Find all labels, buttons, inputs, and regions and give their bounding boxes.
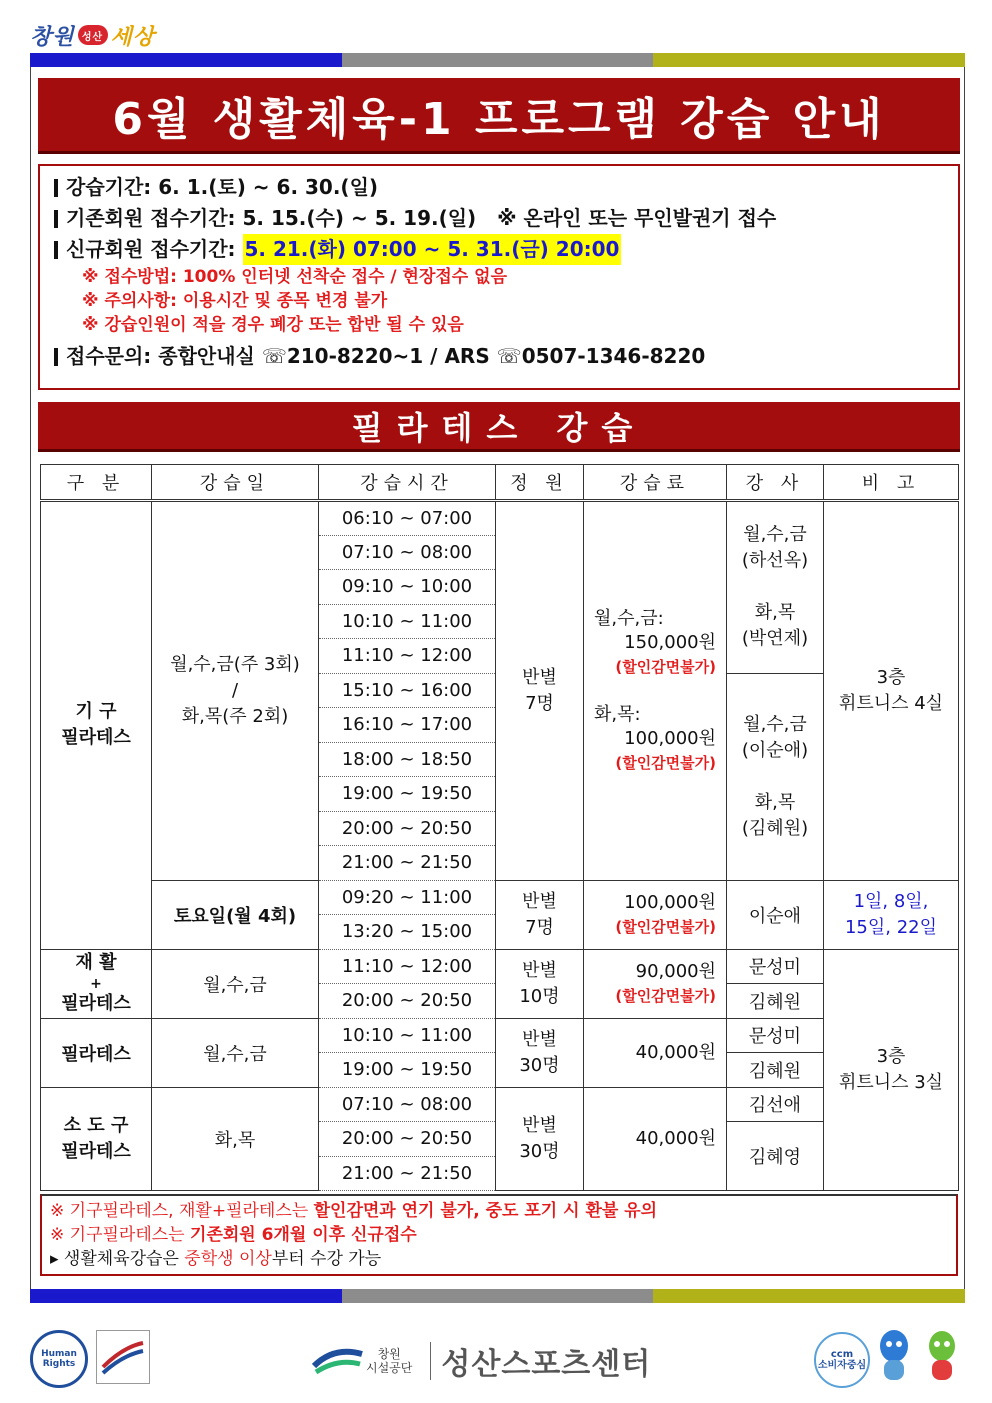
time-slot: 19:00 ~ 19:50 <box>319 1053 496 1088</box>
brand-text-right: 세상 <box>110 23 156 50</box>
header-remarks: 비 고 <box>824 465 959 501</box>
mascot-green-icon <box>920 1326 964 1388</box>
note-caution: ※ 주의사항: 이용시간 및 종목 변경 불가 <box>82 291 388 311</box>
bullet-bar-icon <box>54 179 58 197</box>
capacity-saturday: 반별 7명 <box>496 880 584 949</box>
remark-3f: 3층 휘트니스 3실 <box>824 949 959 1191</box>
period-value: 6. 1.(토) ~ 6. 30.(일) <box>158 175 379 199</box>
time-slot: 07:10 ~ 08:00 <box>319 1087 496 1122</box>
swoosh-icon <box>310 1344 366 1378</box>
instructor-cell: 김혜영 <box>727 1122 824 1191</box>
time-slot: 06:10 ~ 07:00 <box>319 501 496 536</box>
table-row <box>41 1018 959 1053</box>
fee-gigu: 월,수,금: 150,000원 (할인감면불가) 화,목: 100,000원 (할인감면불가) <box>584 501 727 881</box>
flag-stripes-icon <box>101 1337 145 1377</box>
instructor-gigu-a: 월,수,금 (하선옥) 화,목 (박연제) <box>727 501 824 674</box>
capacity-rehab: 반별 10명 <box>496 949 584 1018</box>
days-pilates: 월,수,금 <box>152 1018 319 1087</box>
days-props: 화,목 <box>152 1087 319 1191</box>
time-slot: 21:00 ~ 21:50 <box>319 1156 496 1191</box>
instructor-cell: 김혜원 <box>727 1053 824 1088</box>
org-name: 창원 시설공단 <box>366 1347 413 1375</box>
bottom-logo-bar <box>0 1318 992 1388</box>
capacity-pilates: 반별 30명 <box>496 1018 584 1087</box>
time-slot: 15:10 ~ 16:00 <box>319 673 496 708</box>
capacity-props: 반별 30명 <box>496 1087 584 1191</box>
existing-note: ※ 온라인 또는 무인발권기 접수 <box>497 206 777 230</box>
title-banner <box>38 78 960 154</box>
time-slot: 09:10 ~ 10:00 <box>319 570 496 605</box>
table-row <box>41 501 959 536</box>
fee-props: 40,000원 <box>584 1087 727 1191</box>
time-slot: 21:00 ~ 21:50 <box>319 846 496 881</box>
note-method: ※ 접수방법: 100% 인터넷 선착순 접수 / 현장접수 없음 <box>82 267 507 287</box>
days-saturday: 토요일(월 4회) <box>152 880 319 949</box>
instructor-gigu-b: 월,수,금 (이순애) 화,목 (김혜원) <box>727 673 824 880</box>
table-header-row <box>41 465 959 501</box>
time-slot: 16:10 ~ 17:00 <box>319 708 496 743</box>
time-slot: 20:00 ~ 20:50 <box>319 1122 496 1157</box>
top-brand-logo <box>30 18 155 52</box>
footer-notes <box>40 1194 958 1276</box>
time-slot: 11:10 ~ 12:00 <box>319 639 496 674</box>
bottom-color-stripe <box>30 1289 965 1303</box>
fee-pilates: 40,000원 <box>584 1018 727 1087</box>
time-slot: 09:20 ~ 11:00 <box>319 880 496 915</box>
remark-gigu: 3층 휘트니스 4실 <box>824 501 959 881</box>
brand-text-left: 창원 <box>30 23 75 50</box>
header-category: 구 분 <box>41 465 152 501</box>
capacity-gigu: 반별 7명 <box>496 501 584 881</box>
sports-center-logo <box>310 1336 651 1386</box>
contact-line: 접수문의: 종합안내실 ☏210-8220~1 / ARS ☏0507-1346-8220 <box>54 341 944 372</box>
header-time: 강습시간 <box>319 465 496 501</box>
note-cancel: ※ 강습인원이 적을 경우 폐강 또는 합반 될 수 있음 <box>82 315 464 335</box>
fee-saturday: 100,000원 (할인감면불가) <box>584 880 727 949</box>
time-slot: 18:00 ~ 18:50 <box>319 742 496 777</box>
days-gigu: 월,수,금(주 3회) / 화,목(주 2회) <box>152 501 319 881</box>
category-pilates: 필라테스 <box>41 1018 152 1087</box>
header-days: 강습일 <box>152 465 319 501</box>
instructor-cell: 김혜원 <box>727 984 824 1019</box>
new-member-line: 신규회원 접수기간: 5. 21.(화) 07:00 ~ 5. 31.(금) 20:00 <box>54 234 944 265</box>
center-name: 성산스포츠센터 <box>441 1347 652 1382</box>
instructor-saturday: 이순애 <box>727 880 824 949</box>
footer-note-3: ▸ 생활체육강습은 중학생 이상부터 수강 가능 <box>50 1249 382 1269</box>
contact-value: 종합안내실 ☏210-8220~1 / ARS ☏0507-1346-8220 <box>158 344 706 368</box>
schedule-table <box>40 464 959 1191</box>
period-line: 강습기간: 6. 1.(토) ~ 6. 30.(일) <box>54 172 944 203</box>
ccm-logo: ccm 소비자중심 <box>814 1332 870 1388</box>
brand-text-mid: 성산 <box>78 25 108 45</box>
bullet-bar-icon <box>54 241 58 259</box>
header-fee: 강습료 <box>584 465 727 501</box>
table-row <box>41 880 959 915</box>
time-slot: 07:10 ~ 08:00 <box>319 535 496 570</box>
instructor-cell: 김선애 <box>727 1087 824 1122</box>
section-banner <box>38 402 960 452</box>
time-slot: 11:10 ~ 12:00 <box>319 949 496 984</box>
top-color-stripe <box>30 53 965 67</box>
days-rehab: 월,수,금 <box>152 949 319 1018</box>
instructor-cell: 문성미 <box>727 949 824 984</box>
time-slot: 13:20 ~ 15:00 <box>319 915 496 950</box>
instructor-cell: 문성미 <box>727 1018 824 1053</box>
existing-period-value: 5. 15.(수) ~ 5. 19.(일) <box>242 206 477 230</box>
category-props: 소 도 구 필라테스 <box>41 1087 152 1191</box>
footer-note-2: ※ 기구필라테스는 기존회원 6개월 이후 신규접수 <box>50 1225 417 1245</box>
table-row <box>41 949 959 984</box>
time-slot: 10:10 ~ 11:00 <box>319 604 496 639</box>
time-slot: 10:10 ~ 11:00 <box>319 1018 496 1053</box>
footer-note-1: ※ 기구필라테스, 재활+필라테스는 할인감면과 연기 불가, 중도 포기 시 환불 유의 <box>50 1201 658 1221</box>
bullet-bar-icon <box>54 210 58 228</box>
section-title: 필라테스 강습 <box>351 408 647 447</box>
new-period-highlight: 5. 21.(화) 07:00 ~ 5. 31.(금) 20:00 <box>243 234 622 265</box>
remark-saturday-dates: 1일, 8일, 15일, 22일 <box>824 880 959 949</box>
existing-member-line: 기존회원 접수기간: 5. 15.(수) ~ 5. 19.(일) ※ 온라인 또는 무인발권기 접수 <box>54 203 944 234</box>
bullet-bar-icon <box>54 348 58 366</box>
time-slot: 20:00 ~ 20:50 <box>319 811 496 846</box>
category-rehab: 재 활 + 필라테스 <box>41 949 152 1018</box>
category-gigu: 기 구 필라테스 <box>41 501 152 950</box>
certification-logo <box>96 1330 150 1384</box>
registration-info-box <box>38 164 960 390</box>
page-title: 6월 생활체육-1 프로그램 강습 안내 <box>112 93 886 145</box>
header-capacity: 정 원 <box>496 465 584 501</box>
human-rights-logo: Human Rights <box>30 1330 88 1388</box>
mascot-blue-icon <box>872 1326 916 1388</box>
table-row <box>41 1087 959 1122</box>
time-slot: 19:00 ~ 19:50 <box>319 777 496 812</box>
time-slot: 20:00 ~ 20:50 <box>319 984 496 1019</box>
header-instructor: 강 사 <box>727 465 824 501</box>
fee-rehab: 90,000원 (할인감면불가) <box>584 949 727 1018</box>
